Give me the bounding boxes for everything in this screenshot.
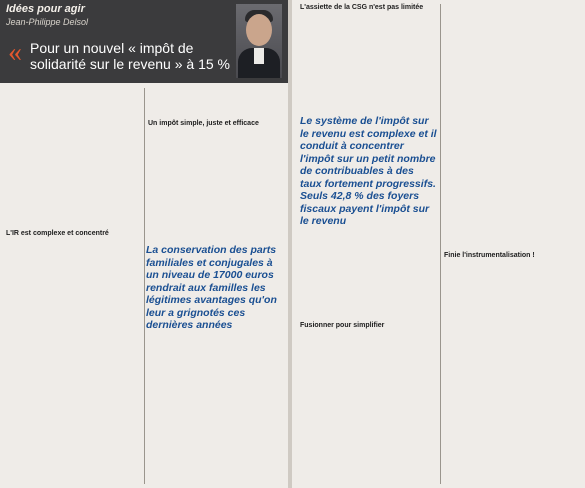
body-text-col1-bottom bbox=[6, 240, 142, 484]
body-text-right-col2-bottom bbox=[444, 262, 581, 474]
author-byline: Jean-Philippe Delsol bbox=[6, 17, 89, 27]
body-text-right-col1-top bbox=[300, 14, 438, 112]
rubric-label: Idées pour agir bbox=[6, 3, 85, 15]
body-text-right-col1-bottom bbox=[300, 332, 438, 484]
body-text-right-col2-top bbox=[444, 4, 581, 248]
headline-quote-mark: « bbox=[8, 37, 22, 68]
pull-quote-right: Le système de l'impôt sur le revenu est complexe et il conduit à concentrer l'impôt sur un petit nombre de contribuables à des taux fortement progressifs. Seuls 42,8 % des foyers fiscaux payent l'impôt sur le revenu bbox=[300, 115, 437, 227]
body-text-right-col1-middle bbox=[300, 268, 438, 320]
article-headline: Pour un nouvel « impôt de solidarité sur le revenu » à 15 % bbox=[30, 40, 230, 72]
pull-quote-left: La conservation des parts familiales et conjugales à un niveau de 17000 euros rendrait aux familles les légitimes avantages qu'on leur a grignotés ces dernières années bbox=[146, 244, 277, 331]
body-text-col2-bottom bbox=[148, 368, 284, 484]
body-text-col1-top bbox=[6, 88, 142, 224]
column-rule-right bbox=[440, 4, 441, 484]
body-text-col2-middle bbox=[148, 130, 284, 240]
author-portrait bbox=[236, 4, 282, 78]
header-band bbox=[0, 0, 288, 83]
column-rule bbox=[144, 88, 145, 484]
section-heading-fusionner: Fusionner pour simplifier bbox=[300, 322, 385, 329]
section-heading-impot-simple: Un impôt simple, juste et efficace bbox=[148, 120, 259, 127]
section-heading-instrumentalisation: Finie l'instrumentalisation ! bbox=[444, 252, 535, 259]
section-heading-ir-complexe: L'IR est complexe et concentré bbox=[6, 230, 109, 237]
left-page bbox=[0, 0, 288, 488]
right-page bbox=[292, 0, 585, 488]
section-heading-assiette-csg: L'assiette de la CSG n'est pas limitée bbox=[300, 4, 424, 11]
body-text-col2-top bbox=[148, 88, 284, 118]
